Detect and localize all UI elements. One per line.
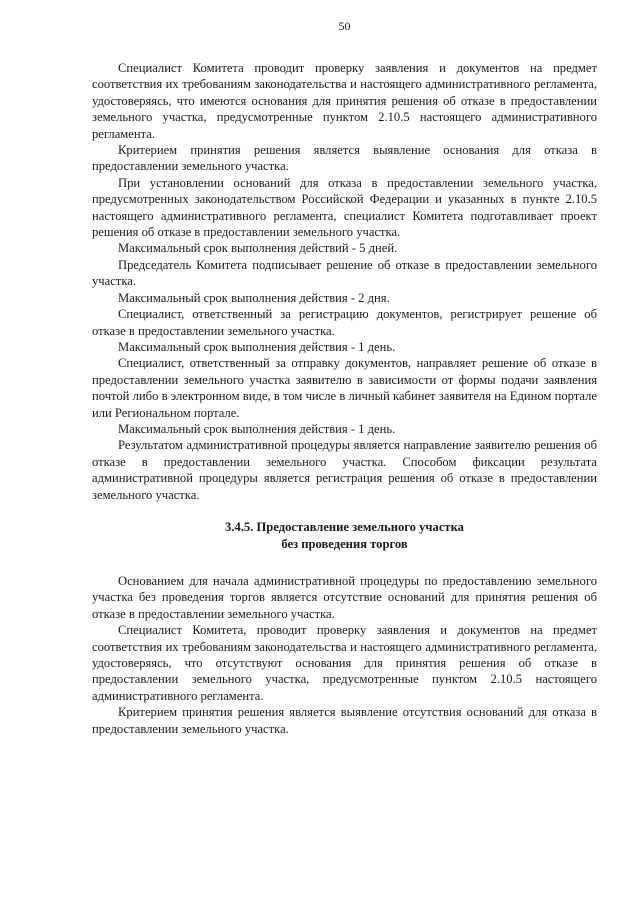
page-number: 50 — [338, 19, 351, 33]
section-heading — [92, 519, 597, 553]
paragraph-check-refusal-grounds: Специалист Комитета проводит проверку заявления и документов на предмет соответствия их требованиям законодательства и настоящего административного регламента, удостоверяясь, что имеются основания для принятия решения об отказе в предоставлении земельного участка, предусмотренные пунктом 2.10.5 настоящего административного регламента. — [92, 61, 597, 141]
paragraph-procedure-basis: Основанием для начала административной процедуры по предоставлению земельного участка без проведения торгов является отсутствие оснований для принятия решения об отказе в предоставлении земельного участка. — [92, 573, 597, 621]
paragraph-deadline-5-days: Максимальный срок выполнения действий - 5 дней. — [118, 241, 398, 256]
paragraph-chairman-signs: Председатель Комитета подписывает решение об отказе в предоставлении земельного участка. — [92, 257, 597, 289]
paragraph-deadline-1-day-b: Максимальный срок выполнения действия - 1 день. — [118, 421, 396, 436]
paragraph-deadline-2-days: Максимальный срок выполнения действия - 2 дня. — [118, 290, 390, 305]
document-page — [92, 18, 597, 737]
paragraph-procedure-result: Результатом административной процедуры является направление заявителю решения об отказе в предоставлении земельного участка. Способом фиксации результата административной процедуры является регистрация решения об отказе в предоставлении земельного участка. — [92, 438, 597, 502]
paragraph-registration: Специалист, ответственный за регистрацию документов, регистрирует решение об отказе в предоставлении земельного участка. — [92, 307, 597, 338]
paragraph-decision-criterion: Критерием принятия решения является выявление отсутствия оснований для отказа в предоставлении земельного участка. — [92, 705, 597, 736]
section-heading-line-2: без проведения торгов — [281, 536, 408, 551]
paragraph-deadline-1-day-a: Максимальный срок выполнения действия - 1 день. — [118, 339, 396, 354]
paragraph-dispatch: Специалист, ответственный за отправку документов, направляет решение об отказе в предоставлении земельного участка заявителю в зависимости от формы подачи заявления почтой либо в электронном виде, в том числе в личный кабинет заявителя на Едином портале или Региональном портале. — [92, 356, 597, 420]
section-heading-line-1: 3.4.5. Предоставление земельного участка — [225, 519, 464, 534]
paragraph-refusal-criterion: Критерием принятия решения является выявление основания для отказа в предоставлении земельного участка. — [92, 143, 597, 174]
paragraph-prepare-refusal-draft: При установлении оснований для отказа в предоставлении земельного участка, предусмотренных законодательством Российской Федерации и указанных в пункте 2.10.5 настоящего административного регламента, специалист Комитета подготавливает проект решения об отказе в предоставлении земельного участка. — [92, 175, 597, 240]
paragraph-check-no-refusal-grounds: Специалист Комитета, проводит проверку заявления и документов на предмет соответствия их требованиям законодательства и настоящего административного регламента, удостоверяясь, что отсутствуют основания для принятия решения об отказе в предоставлении земельного участка, предусмотренные пунктом 2.10.5 настоящего административного регламента. — [92, 623, 597, 703]
